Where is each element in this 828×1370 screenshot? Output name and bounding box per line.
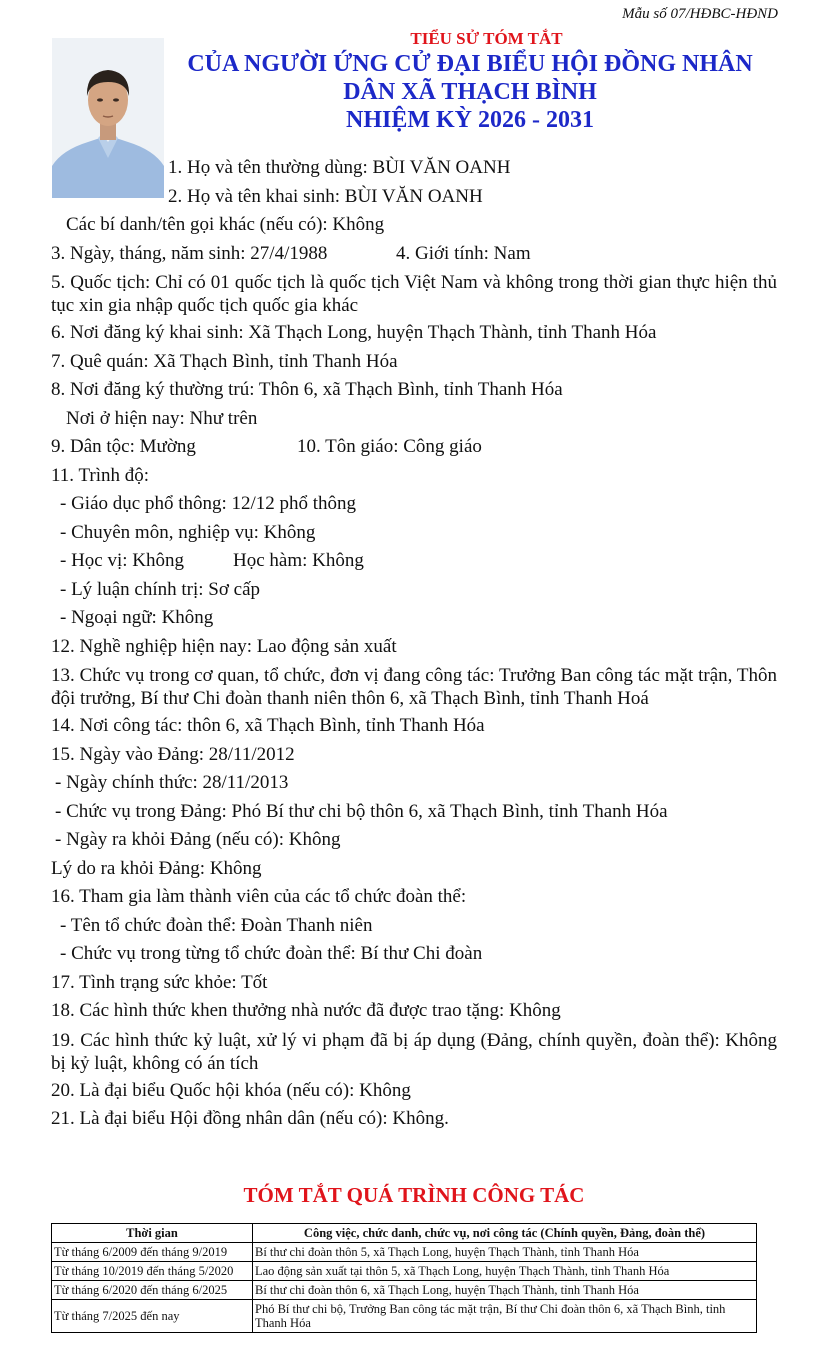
item-organizations: 16. Tham gia làm thành viên của các tổ chức đoàn thể: <box>51 886 467 907</box>
column-header-period: Thời gian <box>52 1224 253 1243</box>
item-discipline: 19. Các hình thức kỷ luật, xử lý vi phạm đã bị áp dụng (Đảng, chính quyền, đoàn thể): Không bị kỷ luật, không có án tích <box>51 1029 777 1074</box>
item-degree: - Học vị: Không <box>60 550 185 571</box>
item-general-education: - Giáo dục phổ thông: 12/12 phổ thông <box>60 493 357 514</box>
item-party-join-date: 15. Ngày vào Đảng: 28/11/2012 <box>51 743 295 765</box>
biography-body <box>51 154 777 1134</box>
item-peoples-council: 21. Là đại biểu Hội đồng nhân dân (nếu có): Không. <box>51 1108 449 1129</box>
item-current-residence: Nơi ở hiện nay: Như trên <box>66 407 258 429</box>
position-cell: Bí thư chi đoàn thôn 5, xã Thạch Long, huyện Thạch Thành, tỉnh Thanh Hóa <box>253 1243 757 1262</box>
item-gender: 4. Giới tính: Nam <box>396 242 531 264</box>
item-ethnicity: 9. Dân tộc: Mường <box>51 436 196 457</box>
item-academic-title: Học hàm: Không <box>233 550 364 571</box>
item-education-heading: 11. Trình độ: <box>51 464 150 486</box>
item-birth-name: 2. Họ và tên khai sinh: BÙI VĂN OANH <box>168 185 483 207</box>
item-permanent-residence: 8. Nơi đăng ký thường trú: Thôn 6, xã Thạch Bình, tỉnh Thanh Hóa <box>51 379 563 400</box>
item-common-name: 1. Họ và tên thường dùng: BÙI VĂN OANH <box>168 157 511 178</box>
item-party-leave-date: - Ngày ra khỏi Đảng (nếu có): Không <box>55 829 341 850</box>
document-title-line-2: DÂN XÃ THẠCH BÌNH <box>343 79 597 105</box>
work-history-table <box>51 1223 757 1333</box>
item-hometown: 7. Quê quán: Xã Thạch Bình, tỉnh Thanh Hóa <box>51 350 398 372</box>
table-header-row <box>52 1224 757 1243</box>
document-pretitle: TIỂU SỬ TÓM TẮT <box>410 29 563 48</box>
period-cell: Từ tháng 7/2025 đến nay <box>52 1300 253 1333</box>
table-row <box>52 1262 757 1281</box>
table-row <box>52 1243 757 1262</box>
item-workplace: 14. Nơi công tác: thôn 6, xã Thạch Bình, tỉnh Thanh Hóa <box>51 715 485 736</box>
position-cell: Phó Bí thư chi bộ, Trưởng Ban công tác mặt trận, Bí thư Chi đoàn thôn 6, xã Thạch Bình, tỉnh Thanh Hóa <box>253 1300 757 1333</box>
item-professional: - Chuyên môn, nghiệp vụ: Không <box>60 521 316 543</box>
item-degree-title <box>51 547 777 576</box>
item-position: 13. Chức vụ trong cơ quan, tổ chức, đơn vị đang công tác: Trưởng Ban công tác mặt trận, Thôn đội trưởng, Bí thư Chi đoàn thanh niên thôn 6, xã Thạch Bình, tỉnh Thanh Hoá <box>51 665 777 709</box>
item-national-assembly: 20. Là đại biểu Quốc hội khóa (nếu có): Không <box>51 1079 411 1101</box>
item-nationality: 5. Quốc tịch: Chỉ có 01 quốc tịch là quốc tịch Việt Nam và không trong thời gian thực hiện thủ tục xin gia nhập quốc tịch quốc gia khác <box>51 272 777 316</box>
item-birth-gender <box>51 240 777 269</box>
document-header <box>170 28 770 134</box>
work-history-title: TÓM TẮT QUÁ TRÌNH CÔNG TÁC <box>243 1183 585 1207</box>
period-cell: Từ tháng 6/2020 đến tháng 6/2025 <box>52 1281 253 1300</box>
table-row <box>52 1300 757 1333</box>
item-party-position: - Chức vụ trong Đảng: Phó Bí thư chi bộ thôn 6, xã Thạch Bình, tỉnh Thanh Hóa <box>55 800 668 822</box>
item-birth-date: 3. Ngày, tháng, năm sinh: 27/4/1988 <box>51 242 328 264</box>
position-cell: Lao động sản xuất tại thôn 5, xã Thạch Long, huyện Thạch Thành, tỉnh Thanh Hóa <box>253 1262 757 1281</box>
item-religion: 10. Tôn giáo: Công giáo <box>297 436 482 457</box>
form-number: Mẫu số 07/HĐBC-HĐND <box>622 6 778 22</box>
document-title-line-3: NHIỆM KỲ 2026 - 2031 <box>346 107 594 133</box>
table-row <box>52 1281 757 1300</box>
item-political-theory: - Lý luận chính trị: Sơ cấp <box>60 578 261 600</box>
column-header-position: Công việc, chức danh, chức vụ, nơi công tác (Chính quyền, Đảng, đoàn thể) <box>253 1224 757 1243</box>
item-aliases: Các bí danh/tên gọi khác (nếu có): Không <box>66 214 385 235</box>
item-birth-registration: 6. Nơi đăng ký khai sinh: Xã Thạch Long, huyện Thạch Thành, tỉnh Thanh Hóa <box>51 322 657 343</box>
position-cell: Bí thư chi đoàn thôn 6, xã Thạch Long, huyện Thạch Thành, tỉnh Thanh Hóa <box>253 1281 757 1300</box>
document-title-line-1: CỦA NGƯỜI ỨNG CỬ ĐẠI BIỂU HỘI ĐỒNG NHÂN <box>187 51 753 77</box>
item-organization-name: - Tên tổ chức đoàn thể: Đoàn Thanh niên <box>60 914 373 936</box>
item-party-leave-reason: Lý do ra khỏi Đảng: Không <box>51 857 262 879</box>
item-organization-role: - Chức vụ trong từng tổ chức đoàn thể: Bí thư Chi đoàn <box>60 943 483 964</box>
item-awards: 18. Các hình thức khen thưởng nhà nước đã được trao tặng: Không <box>51 1000 561 1021</box>
item-party-official-date: - Ngày chính thức: 28/11/2013 <box>55 772 289 793</box>
item-occupation: 12. Nghề nghiệp hiện nay: Lao động sản xuất <box>51 635 397 657</box>
item-ethnicity-religion <box>51 433 777 462</box>
item-health: 17. Tình trạng sức khỏe: Tốt <box>51 971 268 993</box>
period-cell: Từ tháng 6/2009 đến tháng 9/2019 <box>52 1243 253 1262</box>
item-foreign-language: - Ngoại ngữ: Không <box>60 607 214 628</box>
period-cell: Từ tháng 10/2019 đến tháng 5/2020 <box>52 1262 253 1281</box>
